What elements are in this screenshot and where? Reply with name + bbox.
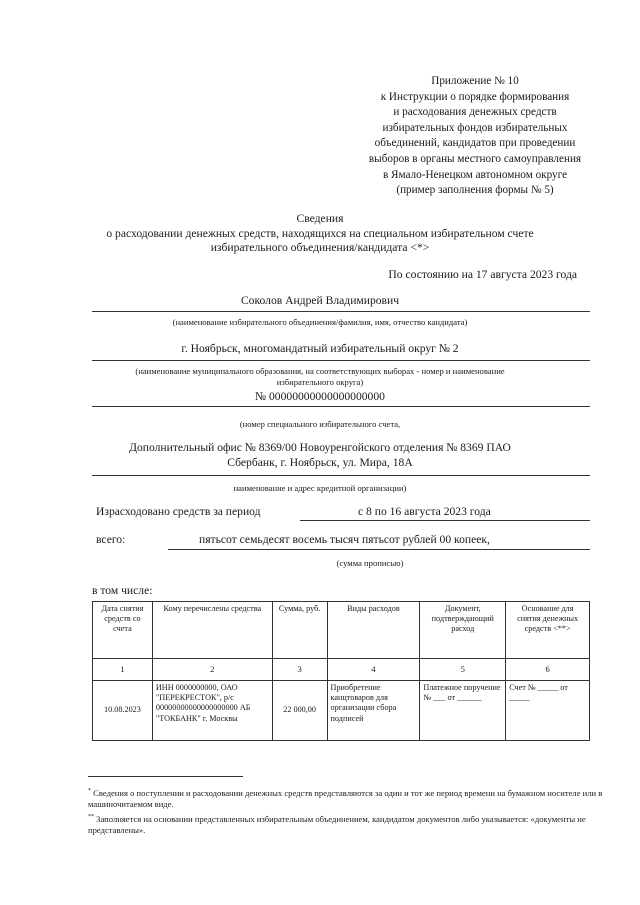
table-cell-document: Платежное поручение № ___ от ______ xyxy=(420,681,506,741)
expenses-table xyxy=(92,601,590,741)
account-underline xyxy=(92,406,590,407)
candidate-caption: (наименование избирательного объединения/фамилия, имя, отчество кандидата) xyxy=(172,317,468,327)
table-header-cell: Виды расходов xyxy=(327,602,420,659)
footnote-mark: ** xyxy=(88,814,94,820)
appendix-line: Приложение № 10 xyxy=(431,75,519,87)
bank-caption: наименование и адрес кредитной организации) xyxy=(233,483,407,493)
period-value: с 8 по 16 августа 2023 года xyxy=(358,505,491,518)
table-cell-recipient: ИНН 0000000000, ОАО "ПЕРЕКРЕСТОК", р/с 00000000000000000000 АБ "ТОКБАНК" г. Москвы xyxy=(152,681,272,741)
footnote-separator xyxy=(88,776,243,777)
appendix-line: объединений, кандидатов при проведении xyxy=(374,137,576,150)
account-number: № 00000000000000000000 xyxy=(255,390,385,403)
table-header-cell: Документ, подтверждающий расход xyxy=(420,602,506,659)
period-underline xyxy=(300,520,590,521)
table-header-cell: Основание для снятия денежных средств <**> xyxy=(506,602,590,659)
district-value: г. Ноябрьск, многомандатный избирательный округ № 2 xyxy=(181,342,459,355)
footnote-mark: * xyxy=(88,788,91,794)
account-caption: (номер специального избирательного счета, xyxy=(239,419,401,429)
footnote-text: Сведения о поступлении и расходовании денежных средств представляются за один и тот же период времени на бумажном носителе или в машиночитаемом виде. xyxy=(88,787,603,810)
document-subtitle-2: избирательного объединения/кандидата <*> xyxy=(210,241,430,254)
total-caption: (сумма прописью) xyxy=(336,558,404,568)
total-label: всего: xyxy=(96,533,126,546)
as-of-date: По состоянию на 17 августа 2023 года xyxy=(388,268,577,281)
district-underline xyxy=(92,360,590,361)
appendix-line: (пример заполнения формы № 5) xyxy=(396,184,554,197)
candidate-underline xyxy=(92,311,590,312)
including-label: в том числе: xyxy=(92,584,153,597)
table-cell-basis: Счет № _____ от _____ xyxy=(506,681,590,741)
appendix-line: в Ямало-Ненецком автономном округе xyxy=(382,168,568,181)
appendix-line: выборов в органы местного самоуправления xyxy=(368,152,582,165)
footnote-2 xyxy=(88,812,618,837)
appendix-line: избирательных фондов избирательных xyxy=(382,121,568,134)
total-underline xyxy=(168,549,590,550)
footnote-1 xyxy=(88,786,618,811)
table-column-number: 2 xyxy=(152,659,272,681)
district-caption-2: избирательного округа) xyxy=(276,377,364,387)
total-value: пятьсот семьдесят восемь тысяч пятьсот рублей 00 копеек, xyxy=(199,533,490,546)
table-column-number: 3 xyxy=(272,659,327,681)
table-cell-date: 10.08.2023 xyxy=(93,681,153,741)
table-header-row xyxy=(93,602,590,659)
appendix-line: и расходования денежных средств xyxy=(393,106,557,119)
candidate-name: Соколов Андрей Владимирович xyxy=(240,294,400,307)
footnote-text: Заполняется на основании представленных избирательным объединением, кандидатом документов либо указывается: «документы не представлены». xyxy=(88,813,586,836)
table-cell-amount: 22 000,00 xyxy=(272,681,327,741)
table-cell-expense-type: Приобретение канцтоваров для организации сбора подписей xyxy=(327,681,420,741)
table-header-cell: Сумма, руб. xyxy=(272,602,327,659)
district-caption: (наименование муниципального образования, на соответствующих выборах - номер и наименование xyxy=(135,366,505,376)
document-subtitle: о расходовании денежных средств, находящихся на специальном избирательном счете xyxy=(106,227,534,240)
bank-line-2: Сбербанк, г. Ноябрьск, ул. Мира, 18А xyxy=(227,456,413,469)
appendix-header xyxy=(330,74,620,199)
table-number-row xyxy=(93,659,590,681)
table-header-cell: Дата снятия средств со счета xyxy=(93,602,153,659)
table-column-number: 4 xyxy=(327,659,420,681)
table-column-number: 1 xyxy=(93,659,153,681)
table-column-number: 6 xyxy=(506,659,590,681)
appendix-line: к Инструкции о порядке формирования xyxy=(380,90,570,103)
table-header-cell: Кому перечислены средства xyxy=(152,602,272,659)
table-row xyxy=(93,681,590,741)
table-column-number: 5 xyxy=(420,659,506,681)
bank-line-1: Дополнительный офис № 8369/00 Новоуренгойского отделения № 8369 ПАО xyxy=(129,441,511,454)
bank-underline xyxy=(92,475,590,476)
document-title: Сведения xyxy=(296,212,344,225)
period-label: Израсходовано средств за период xyxy=(96,505,261,518)
